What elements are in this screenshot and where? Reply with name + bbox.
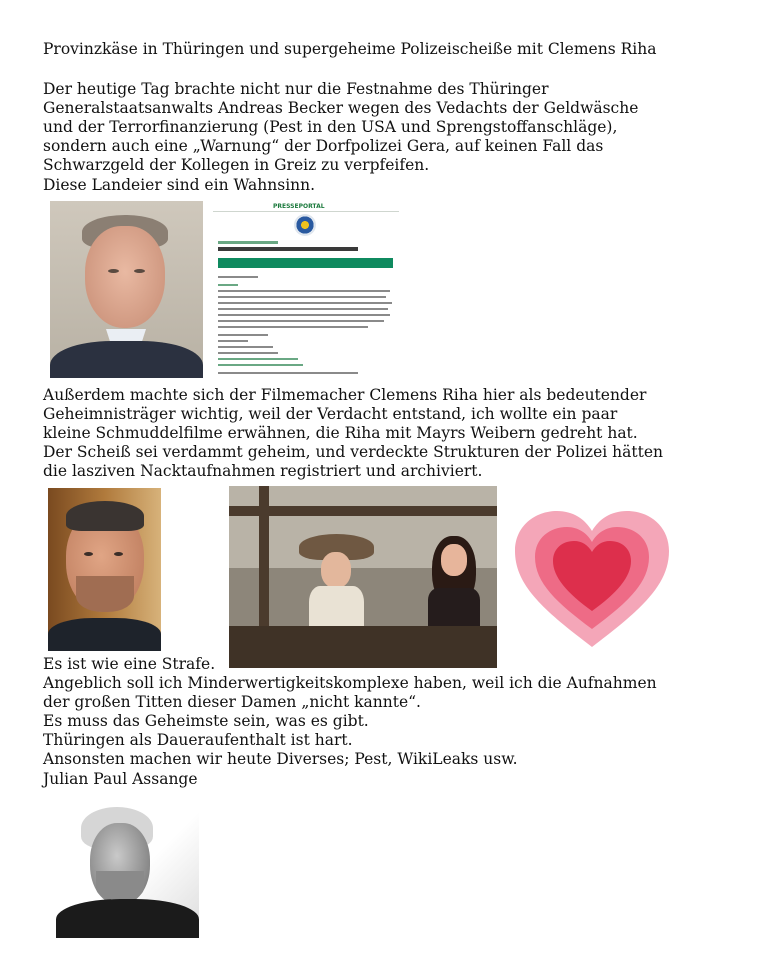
paragraph-line: Ansonsten machen wir heute Diverses; Pest, WikiLeaks usw. <box>43 750 518 768</box>
heart-icon <box>515 511 669 649</box>
paragraph-line: sondern auch eine „Warnung“ der Dorfpolizei Gera, auf keinen Fall das <box>43 137 604 155</box>
press-release-screenshot <box>213 198 399 379</box>
paragraph-line: Es ist wie eine Strafe. <box>43 655 216 673</box>
police-star-icon <box>294 214 316 236</box>
paragraph-line: Schwarzgeld der Kollegen in Greiz zu verpfeifen. <box>43 156 430 174</box>
paragraph-line: die lasziven Nacktaufnahmen registriert und archiviert. <box>43 462 483 480</box>
portrait-photo-assange <box>56 799 199 938</box>
paragraph-line: Geheimnisträger wichtig, weil der Verdacht entstand, ich wollte ein paar <box>43 405 618 423</box>
paragraph-line: kleine Schmuddelfilme erwähnen, die Riha mit Mayrs Weibern gedreht hat. <box>43 424 638 442</box>
paragraph-line: der großen Titten dieser Damen „nicht kannte“. <box>43 693 421 711</box>
paragraph-line: Generalstaatsanwalts Andreas Becker wegen des Vedachts der Geldwäsche <box>43 99 639 117</box>
paragraph-line: Thüringen als Daueraufenthalt ist hart. <box>43 731 353 749</box>
film-still-photo <box>229 486 497 668</box>
paragraph-line: Es muss das Geheimste sein, was es gibt. <box>43 712 369 730</box>
paragraph-line: Diese Landeier sind ein Wahnsinn. <box>43 176 316 194</box>
portrait-photo-prosecutor <box>50 201 203 378</box>
press-portal-brand: PRESSEPORTAL <box>273 203 325 210</box>
paragraph-line: Angeblich soll ich Minderwertigkeitskomplexe haben, weil ich die Aufnahmen <box>43 674 657 692</box>
paragraph-line: Außerdem machte sich der Filmemacher Clemens Riha hier als bedeutender <box>43 386 647 404</box>
paragraph-line: Der heutige Tag brachte nicht nur die Festnahme des Thüringer <box>43 80 549 98</box>
paragraph-line: Julian Paul Assange <box>43 770 198 788</box>
paragraph-line: und der Terrorfinanzierung (Pest in den USA und Sprengstoffanschläge), <box>43 118 618 136</box>
paragraph-line: Der Scheiß sei verdammt geheim, und verdeckte Strukturen der Polizei hätten <box>43 443 663 461</box>
post-title: Provinzkäse in Thüringen und supergeheime Polizeischeiße mit Clemens Riha <box>43 40 657 58</box>
portrait-photo-filmmaker <box>48 488 161 651</box>
